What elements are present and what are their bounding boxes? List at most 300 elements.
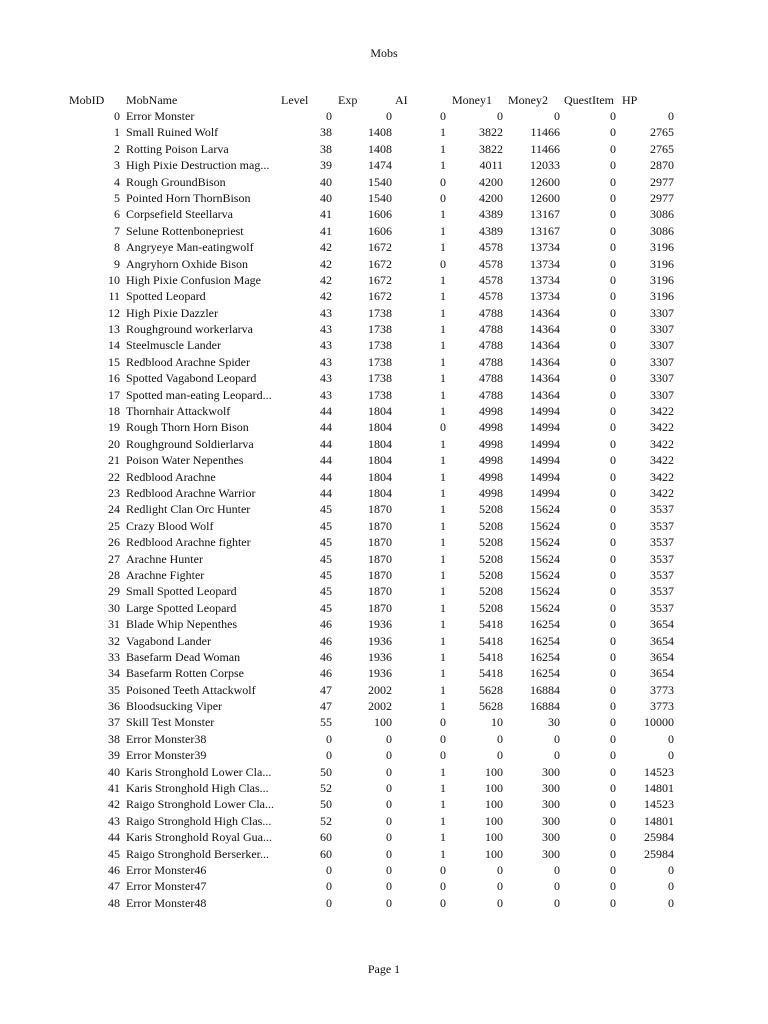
cell-hp: 3537 <box>650 600 674 615</box>
table-row <box>66 583 686 599</box>
cell-money1: 4578 <box>479 289 503 304</box>
cell-mob-name: Karis Stronghold High Clas... <box>126 781 269 796</box>
cell-mob-id: 34 <box>108 666 120 681</box>
cell-level: 39 <box>320 158 332 173</box>
cell-hp: 3307 <box>650 387 674 402</box>
cell-exp: 1870 <box>368 600 392 615</box>
cell-mob-name: Poisoned Teeth Attackwolf <box>126 682 256 697</box>
cell-ai: 1 <box>440 813 446 828</box>
cell-money1: 4200 <box>479 174 503 189</box>
cell-level: 47 <box>320 699 332 714</box>
cell-mob-id: 6 <box>114 207 120 222</box>
cell-money2: 15624 <box>530 502 560 517</box>
cell-money1: 100 <box>485 846 503 861</box>
cell-money1: 5418 <box>479 649 503 664</box>
cell-hp: 3307 <box>650 338 674 353</box>
cell-mob-id: 29 <box>108 584 120 599</box>
cell-exp: 2002 <box>368 699 392 714</box>
cell-exp: 1540 <box>368 174 392 189</box>
cell-quest-item: 0 <box>610 731 616 746</box>
cell-money2: 16884 <box>530 682 560 697</box>
cell-exp: 1936 <box>368 649 392 664</box>
cell-mob-id: 31 <box>108 617 120 632</box>
cell-level: 42 <box>320 256 332 271</box>
cell-exp: 0 <box>386 797 392 812</box>
cell-level: 50 <box>320 764 332 779</box>
cell-mob-name: Corpsefield Steellarva <box>126 207 233 222</box>
cell-exp: 1870 <box>368 567 392 582</box>
cell-mob-name: Blade Whip Nepenthes <box>126 617 238 632</box>
cell-quest-item: 0 <box>610 404 616 419</box>
cell-money2: 13734 <box>530 256 560 271</box>
cell-ai: 1 <box>440 322 446 337</box>
cell-quest-item: 0 <box>610 600 616 615</box>
cell-level: 0 <box>326 109 332 123</box>
cell-quest-item: 0 <box>610 174 616 189</box>
cell-hp: 14801 <box>644 813 674 828</box>
cell-mob-name: Basefarm Rotten Corpse <box>126 666 244 681</box>
cell-hp: 0 <box>668 862 674 877</box>
cell-ai: 1 <box>440 338 446 353</box>
cell-ai: 1 <box>440 223 446 238</box>
cell-hp: 3196 <box>650 289 674 304</box>
table-row <box>66 485 686 501</box>
cell-mob-id: 27 <box>108 551 120 566</box>
cell-mob-id: 10 <box>108 272 120 287</box>
cell-money1: 5208 <box>479 535 503 550</box>
cell-money2: 14364 <box>530 371 560 386</box>
cell-mob-id: 41 <box>108 781 120 796</box>
cell-money1: 5418 <box>479 617 503 632</box>
cell-ai: 1 <box>440 272 446 287</box>
table-row <box>66 813 686 829</box>
cell-money1: 4998 <box>479 485 503 500</box>
cell-mob-id: 18 <box>108 404 120 419</box>
cell-exp: 1738 <box>368 322 392 337</box>
cell-ai: 1 <box>440 551 446 566</box>
cell-mob-id: 17 <box>108 387 120 402</box>
cell-ai: 1 <box>440 666 446 681</box>
cell-exp: 100 <box>374 715 392 730</box>
cell-exp: 1738 <box>368 305 392 320</box>
cell-ai: 1 <box>440 846 446 861</box>
cell-mob-name: Roughground workerlarva <box>126 322 253 337</box>
table-row <box>66 633 686 649</box>
cell-ai: 1 <box>440 518 446 533</box>
cell-mob-id: 16 <box>108 371 120 386</box>
cell-exp: 1606 <box>368 207 392 222</box>
cell-quest-item: 0 <box>610 387 616 402</box>
cell-money1: 4011 <box>479 158 503 173</box>
cell-money1: 5208 <box>479 567 503 582</box>
cell-exp: 1804 <box>368 469 392 484</box>
table-row <box>66 518 686 534</box>
cell-level: 44 <box>320 404 332 419</box>
cell-mob-id: 1 <box>114 125 120 140</box>
header-money1: Money1 <box>452 93 492 107</box>
cell-mob-name: High Pixie Dazzler <box>126 305 218 320</box>
cell-hp: 3537 <box>650 518 674 533</box>
cell-money1: 5208 <box>479 551 503 566</box>
cell-mob-id: 42 <box>108 797 120 812</box>
cell-money2: 15624 <box>530 518 560 533</box>
cell-exp: 0 <box>386 879 392 894</box>
cell-money1: 5208 <box>479 502 503 517</box>
cell-exp: 1408 <box>368 125 392 140</box>
cell-money2: 300 <box>542 846 560 861</box>
cell-money2: 0 <box>554 879 560 894</box>
cell-money2: 14994 <box>530 453 560 468</box>
cell-level: 45 <box>320 600 332 615</box>
cell-money2: 16254 <box>530 633 560 648</box>
cell-mob-name: Raigo Stronghold Lower Cla... <box>126 797 274 812</box>
cell-quest-item: 0 <box>610 354 616 369</box>
cell-quest-item: 0 <box>610 469 616 484</box>
cell-mob-name: Arachne Hunter <box>126 551 203 566</box>
cell-money1: 4389 <box>479 223 503 238</box>
cell-exp: 1606 <box>368 223 392 238</box>
cell-hp: 3307 <box>650 354 674 369</box>
cell-quest-item: 0 <box>610 567 616 582</box>
cell-money1: 4578 <box>479 272 503 287</box>
cell-ai: 0 <box>440 879 446 894</box>
cell-money1: 4578 <box>479 256 503 271</box>
cell-money1: 5418 <box>479 666 503 681</box>
table-row <box>66 878 686 894</box>
table-row <box>66 206 686 222</box>
cell-mob-name: Small Ruined Wolf <box>126 125 219 140</box>
cell-money2: 11466 <box>530 125 560 140</box>
cell-quest-item: 0 <box>610 895 616 910</box>
cell-money2: 12600 <box>530 174 560 189</box>
cell-level: 40 <box>320 190 332 205</box>
cell-level: 42 <box>320 272 332 287</box>
table-row <box>66 600 686 616</box>
cell-hp: 3307 <box>650 305 674 320</box>
cell-quest-item: 0 <box>610 338 616 353</box>
table-row <box>66 796 686 812</box>
cell-money2: 16254 <box>530 617 560 632</box>
cell-money1: 0 <box>497 748 503 763</box>
cell-mob-name: Raigo Stronghold High Clas... <box>126 813 272 828</box>
cell-exp: 1474 <box>368 158 392 173</box>
cell-mob-id: 33 <box>108 649 120 664</box>
table-row <box>66 419 686 435</box>
cell-money2: 300 <box>542 764 560 779</box>
cell-quest-item: 0 <box>610 453 616 468</box>
cell-mob-id: 0 <box>114 109 120 123</box>
cell-mob-name: Redblood Arachne Spider <box>126 354 250 369</box>
cell-quest-item: 0 <box>610 420 616 435</box>
cell-mob-id: 8 <box>114 240 120 255</box>
cell-level: 44 <box>320 485 332 500</box>
cell-exp: 1936 <box>368 633 392 648</box>
cell-ai: 1 <box>440 535 446 550</box>
cell-exp: 0 <box>386 109 392 123</box>
cell-hp: 3196 <box>650 272 674 287</box>
cell-quest-item: 0 <box>610 633 616 648</box>
cell-money2: 13734 <box>530 272 560 287</box>
cell-hp: 3422 <box>650 436 674 451</box>
cell-ai: 1 <box>440 567 446 582</box>
table-row <box>66 108 686 124</box>
table-row <box>66 731 686 747</box>
cell-money2: 13734 <box>530 289 560 304</box>
cell-mob-name: Skill Test Monster <box>126 715 215 730</box>
cell-level: 45 <box>320 502 332 517</box>
cell-hp: 3537 <box>650 535 674 550</box>
cell-level: 43 <box>320 322 332 337</box>
table-row <box>66 174 686 190</box>
cell-ai: 1 <box>440 387 446 402</box>
cell-money2: 11466 <box>530 141 560 156</box>
cell-mob-name: Rough GroundBison <box>126 174 226 189</box>
cell-quest-item: 0 <box>610 109 616 123</box>
cell-mob-id: 23 <box>108 485 120 500</box>
cell-money2: 0 <box>554 748 560 763</box>
cell-level: 43 <box>320 338 332 353</box>
cell-ai: 1 <box>440 600 446 615</box>
cell-money1: 5628 <box>479 699 503 714</box>
cell-hp: 3307 <box>650 322 674 337</box>
cell-level: 44 <box>320 436 332 451</box>
cell-money1: 4788 <box>479 387 503 402</box>
cell-hp: 3196 <box>650 256 674 271</box>
cell-exp: 1738 <box>368 354 392 369</box>
cell-money1: 10 <box>491 715 503 730</box>
cell-mob-id: 15 <box>108 354 120 369</box>
cell-ai: 1 <box>440 830 446 845</box>
cell-hp: 14801 <box>644 781 674 796</box>
cell-mob-id: 37 <box>108 715 120 730</box>
cell-exp: 1540 <box>368 190 392 205</box>
header-mob-id: MobID <box>69 93 105 107</box>
cell-mob-id: 22 <box>108 469 120 484</box>
cell-mob-id: 11 <box>108 289 120 304</box>
cell-mob-id: 2 <box>114 141 120 156</box>
cell-money2: 14994 <box>530 485 560 500</box>
cell-ai: 1 <box>440 141 446 156</box>
header-money2: Money2 <box>508 93 548 107</box>
cell-money1: 4998 <box>479 404 503 419</box>
cell-quest-item: 0 <box>610 862 616 877</box>
cell-hp: 3422 <box>650 469 674 484</box>
cell-mob-id: 7 <box>114 223 120 238</box>
cell-money2: 14364 <box>530 305 560 320</box>
cell-hp: 0 <box>668 748 674 763</box>
cell-ai: 0 <box>440 862 446 877</box>
cell-money1: 100 <box>485 830 503 845</box>
cell-mob-name: High Pixie Confusion Mage <box>126 272 261 287</box>
cell-mob-name: Roughground Soldierlarva <box>126 436 254 451</box>
cell-ai: 1 <box>440 436 446 451</box>
cell-exp: 1870 <box>368 535 392 550</box>
cell-mob-id: 30 <box>108 600 120 615</box>
cell-money2: 14994 <box>530 469 560 484</box>
cell-mob-id: 47 <box>108 879 120 894</box>
cell-money2: 30 <box>548 715 560 730</box>
cell-quest-item: 0 <box>610 190 616 205</box>
cell-hp: 3086 <box>650 207 674 222</box>
cell-money2: 13734 <box>530 240 560 255</box>
cell-money1: 100 <box>485 781 503 796</box>
cell-hp: 3422 <box>650 404 674 419</box>
header-ai: AI <box>395 93 408 107</box>
cell-ai: 0 <box>440 895 446 910</box>
cell-mob-name: Rough Thorn Horn Bison <box>126 420 249 435</box>
cell-money1: 4200 <box>479 190 503 205</box>
cell-level: 45 <box>320 567 332 582</box>
table-row <box>66 764 686 780</box>
cell-mob-name: Selune Rottenbonepriest <box>126 223 244 238</box>
cell-level: 0 <box>326 731 332 746</box>
cell-level: 44 <box>320 469 332 484</box>
cell-mob-name: Vagabond Lander <box>126 633 211 648</box>
cell-ai: 1 <box>440 764 446 779</box>
cell-quest-item: 0 <box>610 715 616 730</box>
cell-quest-item: 0 <box>610 535 616 550</box>
cell-hp: 0 <box>668 895 674 910</box>
cell-exp: 1804 <box>368 404 392 419</box>
cell-level: 0 <box>326 862 332 877</box>
cell-exp: 1936 <box>368 666 392 681</box>
cell-hp: 3537 <box>650 567 674 582</box>
cell-money2: 12600 <box>530 190 560 205</box>
cell-exp: 1672 <box>368 256 392 271</box>
table-row <box>66 846 686 862</box>
cell-ai: 0 <box>440 731 446 746</box>
cell-quest-item: 0 <box>610 617 616 632</box>
cell-money1: 5208 <box>479 518 503 533</box>
cell-quest-item: 0 <box>610 781 616 796</box>
cell-money1: 0 <box>497 109 503 123</box>
cell-hp: 0 <box>668 109 674 123</box>
cell-ai: 1 <box>440 404 446 419</box>
table-row <box>66 501 686 517</box>
cell-ai: 0 <box>440 109 446 123</box>
cell-quest-item: 0 <box>610 371 616 386</box>
table-row <box>66 649 686 665</box>
cell-exp: 1672 <box>368 240 392 255</box>
table-row <box>66 436 686 452</box>
table-row <box>66 321 686 337</box>
cell-level: 45 <box>320 584 332 599</box>
cell-money1: 4788 <box>479 354 503 369</box>
cell-quest-item: 0 <box>610 322 616 337</box>
cell-exp: 1936 <box>368 617 392 632</box>
cell-quest-item: 0 <box>610 141 616 156</box>
cell-exp: 1804 <box>368 420 392 435</box>
cell-level: 38 <box>320 125 332 140</box>
cell-money1: 4578 <box>479 240 503 255</box>
cell-hp: 3654 <box>650 617 674 632</box>
cell-ai: 1 <box>440 617 446 632</box>
cell-exp: 0 <box>386 830 392 845</box>
cell-ai: 1 <box>440 502 446 517</box>
cell-money1: 4998 <box>479 453 503 468</box>
cell-level: 44 <box>320 453 332 468</box>
cell-level: 43 <box>320 354 332 369</box>
cell-money2: 13167 <box>530 207 560 222</box>
cell-mob-id: 40 <box>108 764 120 779</box>
cell-hp: 10000 <box>644 715 674 730</box>
cell-exp: 0 <box>386 846 392 861</box>
cell-level: 55 <box>320 715 332 730</box>
cell-quest-item: 0 <box>610 518 616 533</box>
cell-exp: 1870 <box>368 584 392 599</box>
table-row <box>66 354 686 370</box>
cell-mob-id: 12 <box>108 305 120 320</box>
cell-ai: 1 <box>440 371 446 386</box>
cell-hp: 3654 <box>650 649 674 664</box>
cell-money1: 5208 <box>479 584 503 599</box>
cell-quest-item: 0 <box>610 240 616 255</box>
cell-money1: 4389 <box>479 207 503 222</box>
cell-hp: 3537 <box>650 502 674 517</box>
cell-mob-id: 14 <box>108 338 120 353</box>
cell-mob-name: Spotted man-eating Leopard... <box>126 387 272 402</box>
cell-mob-id: 35 <box>108 682 120 697</box>
cell-quest-item: 0 <box>610 551 616 566</box>
cell-mob-id: 46 <box>108 862 120 877</box>
cell-ai: 1 <box>440 699 446 714</box>
cell-level: 46 <box>320 666 332 681</box>
cell-money2: 0 <box>554 109 560 123</box>
cell-ai: 1 <box>440 485 446 500</box>
cell-exp: 1870 <box>368 502 392 517</box>
table-row <box>66 190 686 206</box>
table-row <box>66 305 686 321</box>
cell-level: 40 <box>320 174 332 189</box>
cell-exp: 1804 <box>368 453 392 468</box>
cell-quest-item: 0 <box>610 485 616 500</box>
cell-quest-item: 0 <box>610 797 616 812</box>
cell-exp: 1870 <box>368 551 392 566</box>
table-row <box>66 403 686 419</box>
header-level: Level <box>281 93 309 107</box>
cell-hp: 2765 <box>650 125 674 140</box>
cell-mob-name: Rotting Poison Larva <box>126 141 229 156</box>
cell-money1: 5208 <box>479 600 503 615</box>
cell-ai: 0 <box>440 190 446 205</box>
cell-mob-id: 38 <box>108 731 120 746</box>
cell-exp: 1738 <box>368 387 392 402</box>
cell-money2: 300 <box>542 830 560 845</box>
cell-money1: 3822 <box>479 141 503 156</box>
cell-hp: 3654 <box>650 633 674 648</box>
cell-hp: 3773 <box>650 682 674 697</box>
cell-mob-name: Poison Water Nepenthes <box>126 453 244 468</box>
cell-ai: 1 <box>440 682 446 697</box>
cell-mob-name: Spotted Leopard <box>126 289 206 304</box>
cell-mob-name: Error Monster39 <box>126 748 207 763</box>
cell-mob-name: Arachne Fighter <box>126 567 205 582</box>
cell-exp: 0 <box>386 731 392 746</box>
cell-money1: 4788 <box>479 338 503 353</box>
table-row <box>66 272 686 288</box>
cell-quest-item: 0 <box>610 813 616 828</box>
cell-mob-id: 4 <box>114 174 120 189</box>
cell-quest-item: 0 <box>610 879 616 894</box>
cell-exp: 1672 <box>368 289 392 304</box>
cell-hp: 3422 <box>650 420 674 435</box>
cell-mob-name: Angryeye Man-eatingwolf <box>126 240 254 255</box>
cell-money2: 14994 <box>530 404 560 419</box>
cell-quest-item: 0 <box>610 125 616 140</box>
cell-hp: 3537 <box>650 584 674 599</box>
cell-hp: 2870 <box>650 158 674 173</box>
cell-mob-name: Crazy Blood Wolf <box>126 518 214 533</box>
